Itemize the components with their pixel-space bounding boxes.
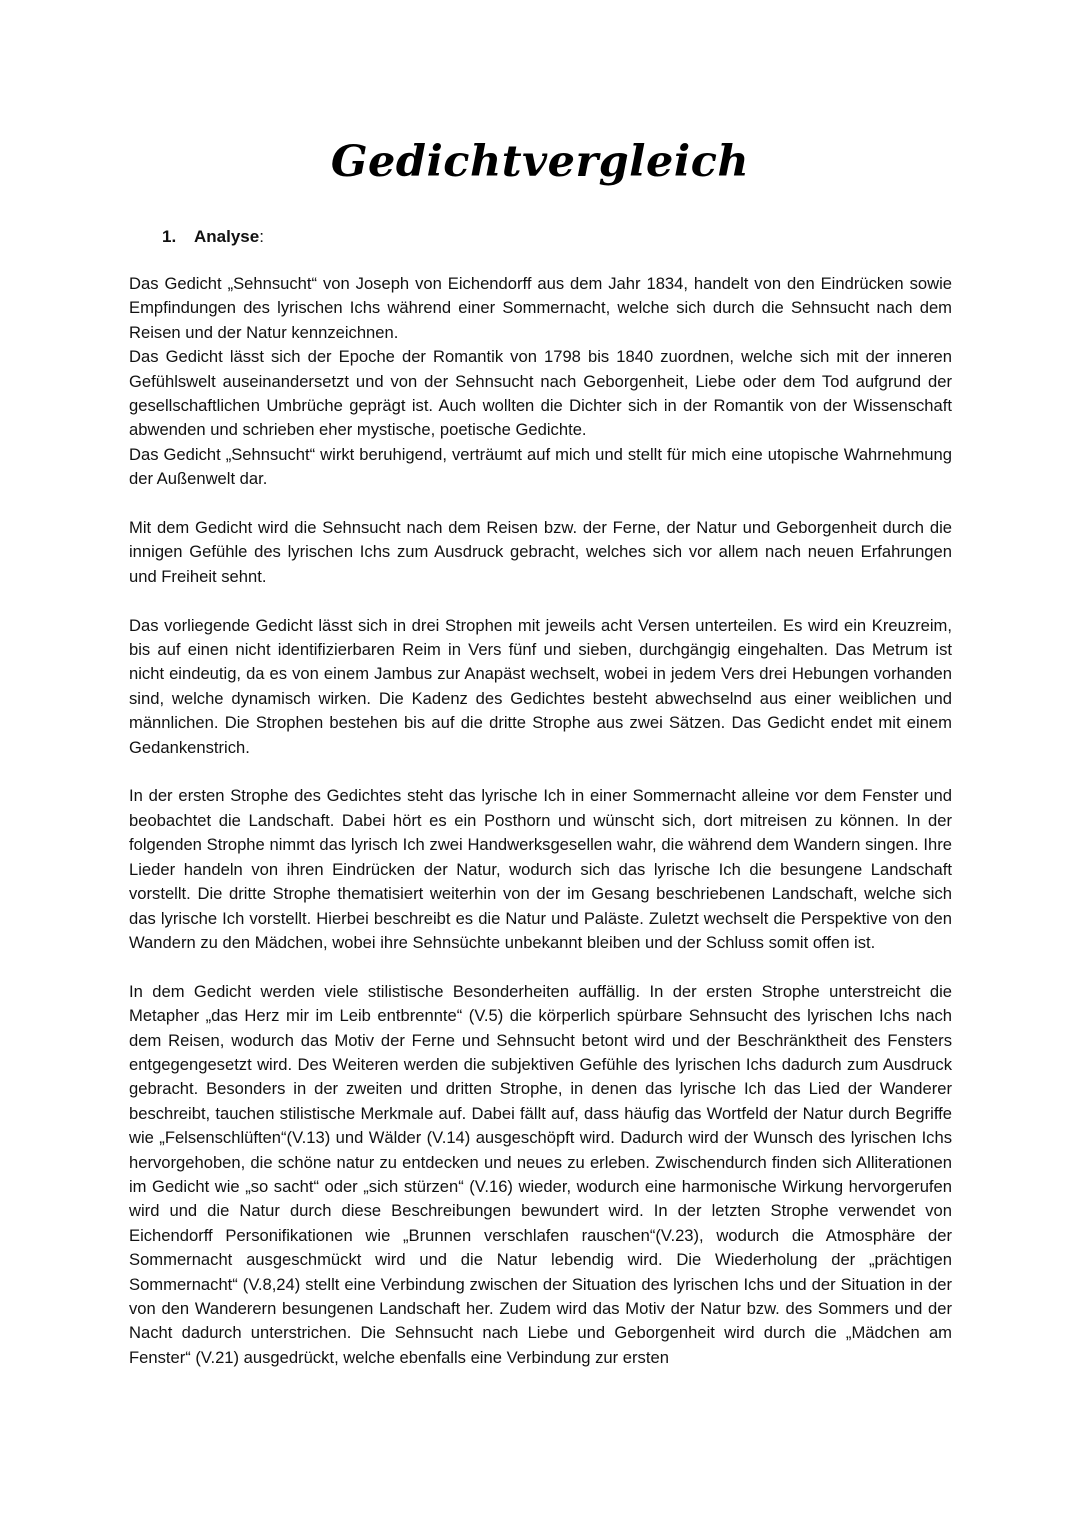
section-label: Analyse xyxy=(194,227,260,246)
paragraph-form: Das vorliegende Gedicht lässt sich in drei Strophen mit jeweils acht Versen unterteilen. Es wird ein Kreuzreim, bis auf einen nicht identifizierbaren Reim in Vers fünf und sieben, durchgängig eingehalten. Das Metrum ist nicht eindeutig, da es von einem Jambus zur Anapäst wechselt, wobei in jedem Vers drei Hebungen vorhanden sind, welche dynamisch wirken. Die Kadenz des Gedichtes besteht abwechselnd aus einer weiblichen und männlichen. Die Strophen bestehen bis auf die dritte Strophe aus zwei Sätzen. Das Gedicht endet mit einem Gedankenstrich. xyxy=(129,615,952,757)
paragraph-effect: Das Gedicht „Sehnsucht“ wirkt beruhigend, verträumt auf mich und stellt für mich eine utopische Wahrnehmung der Außenwelt dar. xyxy=(129,444,952,489)
section-heading xyxy=(162,225,264,249)
paragraph-stylistics: In dem Gedicht werden viele stilistische Besonderheiten auffällig. In der ersten Strophe unterstreicht die Metapher „das Herz mir im Leib entbrennte“ (V.5) die körperlich spürbare Sehnsucht des lyrischen Ichs nach dem Reisen, wodurch das Motiv der Ferne und Sehnsucht betont wird und der Beschränktheit des Fensters entgegengesetzt wird. Des Weiteren werden die subjektiven Gefühle des lyrischen Ichs dadurch zum Ausdruck gebracht. Besonders in der zweiten und dritten Strophe, in denen das lyrische Ich das Lied der Wanderer beschreibt, tauchen stilistische Merkmale auf. Dabei fällt auf, dass häufig das Wortfeld der Natur durch Begriffe wie „Felsenschlüften“(V.13) und Wälder (V.14) ausgeschöpft wird. Dadurch wird der Wunsch des lyrischen Ichs hervorgehoben, die schöne natur zu entdecken und neues zu erleben. Zwischendurch finden sich Alliterationen im Gedicht wie „so sacht“ oder „sich stürzen“ (V.16) wieder, wodurch eine harmonische Wirkung hervorgerufen wird und die Natur durch diese Beschreibungen bewundert wird. In der letzten Strophe verwendet von Eichendorff Personifikationen wie „Brunnen verschlafen rauschen“(V.23), wodurch die Atmosphäre der Sommernacht ausgeschmückt wird und die Natur lebendig wird. Die Wiederholung der „prächtigen Sommernacht“ (V.8,24) stellt eine Verbindung zwischen der Situation des lyrischen Ichs und der Situation in der von den Wanderern besungenen Landschaft her. Zudem wird das Motiv der Natur bzw. des Sommers und der Nacht dadurch unterstrichen. Die Sehnsucht nach Liebe und Geborgenheit wird durch die „Mädchen am Fenster“ (V.21) ausgedrückt, welche ebenfalls eine Verbindung zur ersten xyxy=(129,981,952,1367)
paragraph-theme: Mit dem Gedicht wird die Sehnsucht nach dem Reisen bzw. der Ferne, der Natur und Geborgenheit durch die innigen Gefühle des lyrischen Ichs zum Ausdruck gebracht, welches sich vor allem nach neuen Erfahrungen und Freiheit sehnt. xyxy=(129,518,952,586)
section-number: 1. xyxy=(162,227,177,246)
paragraph-intro: Das Gedicht „Sehnsucht“ von Joseph von Eichendorff aus dem Jahr 1834, handelt von den Eindrücken sowie Empfindungen des lyrischen Ichs während einer Sommernacht, welche sich durch die Sehnsucht nach dem Reisen und der Natur kennzeichnen. xyxy=(129,274,952,342)
document-body xyxy=(129,272,952,1370)
document-title: Gedichtvergleich xyxy=(330,137,750,187)
paragraph-content: In der ersten Strophe des Gedichtes steht das lyrische Ich in einer Sommernacht alleine vor dem Fenster und beobachtet die Landschaft. Dabei hört es ein Posthorn und wünscht sich, dort mitreisen zu können. In der folgenden Strophe nimmt das lyrisch Ich zwei Handwerksgesellen wahr, die während dem Wandern singen. Ihre Lieder handeln von ihren Eindrücken der Natur, wodurch sich das lyrische Ich die besungene Landschaft vorstellt. Die dritte Strophe thematisiert weiterhin von der im Gesang beschriebenen Landschaft, welche sich das lyrische Ich vorstellt. Hierbei beschreibt es die Natur und Paläste. Zuletzt wechselt die Perspektive von den Wandern zu den Mädchen, wobei ihre Sehnsüchte unbekannt bleiben und der Schluss somit offen ist. xyxy=(129,786,952,952)
paragraph-epoch: Das Gedicht lässt sich der Epoche der Romantik von 1798 bis 1840 zuordnen, welche sich mit der inneren Gefühlswelt auseinandersetzt und von der Sehnsucht nach Geborgenheit, Liebe oder dem Tod aufgrund der gesellschaftlichen Umbrüche geprägt ist. Auch wollten die Dichter sich in der Romantik von der Wissenschaft abwenden und schrieben eher mystische, poetische Gedichte. xyxy=(129,347,952,440)
section-colon: : xyxy=(259,227,264,246)
